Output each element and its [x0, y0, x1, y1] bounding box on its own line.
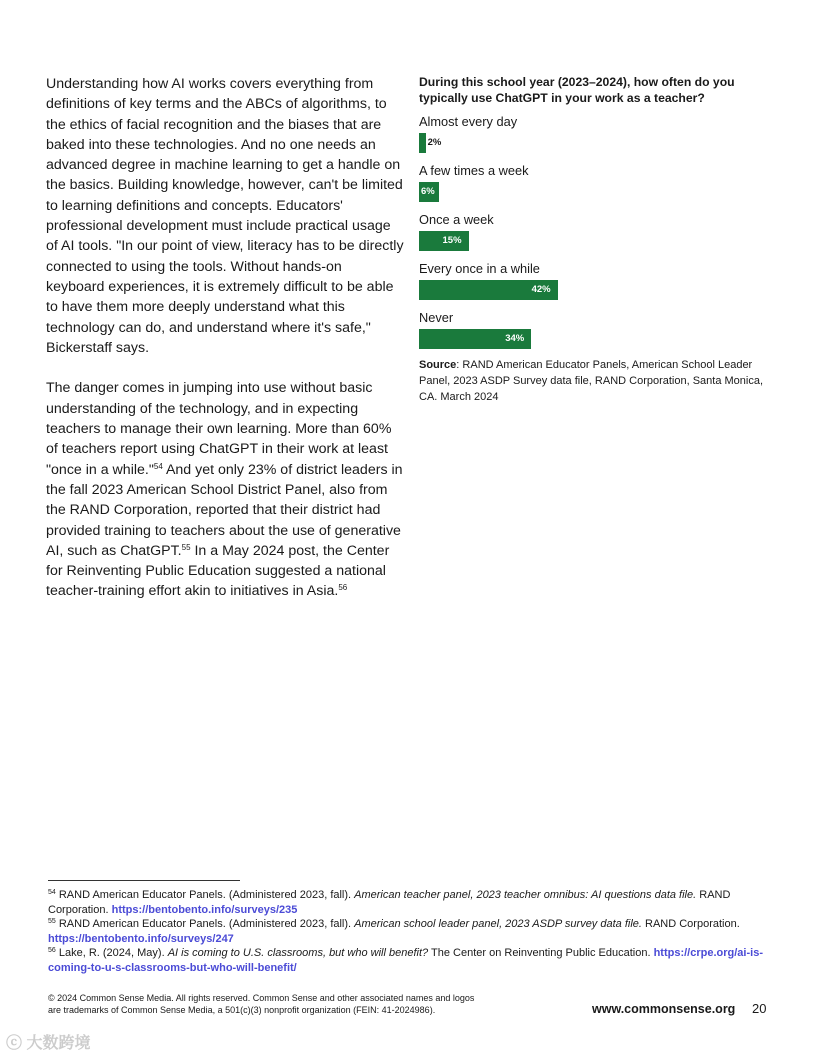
copyright-line-2: are trademarks of Common Sense Media, a 501(c)(3) nonprofit organization (FEIN: 41-2024986). [48, 1005, 436, 1015]
footnote-link[interactable]: https://bentobento.info/surveys/247 [48, 932, 234, 945]
bar-value-label: 15% [442, 235, 462, 246]
bar-row [419, 133, 769, 153]
paragraph-1: Understanding how AI works covers everything from definitions of key terms and the ABCs of algorithms, to the ethics of facial recognition and the biases that are baked into these technologies. And no one needs an advanced degree in machine learning to get a handle on the basics. Building knowledge, however, can't be limited to learning definitions and concepts. Educators' professional development must include practical usage of AI tools. "In our point of view, literacy has to be directly connected to using the tools. Without hands-on keyboard experiences, it is extremely difficult to be able to have them more deeply understand what this technology can do, and understand where it's safe," Bickerstaff says. [46, 76, 404, 356]
usage-bar-chart [419, 74, 769, 405]
copyright-line-1: © 2024 Common Sense Media. All rights reserved. Common Sense and other associated names and logos [48, 993, 475, 1003]
body-text [46, 74, 404, 622]
text: And yet only 23% of district leaders in the fall 2023 American School District Panel, also from the RAND Corporation, reported that their district had provided training to teachers about the use of generative AI, such as ChatGPT. [46, 461, 403, 559]
bar-value-label: 42% [531, 284, 551, 295]
footnote-text: The Center on Reinventing Public Education. [428, 947, 654, 959]
website-link[interactable]: www.commonsense.org [592, 1002, 736, 1016]
footnote-number: 54 [48, 889, 56, 896]
bar-row [419, 280, 769, 300]
footnote-ref-56[interactable]: 56 [338, 583, 348, 593]
footnote-text: RAND American Educator Panels. (Administered 2023, fall). [55, 918, 355, 930]
text: In a May 2024 post, the Center for Reinventing Public Education suggested a national teacher-training effort akin to initiatives in Asia. [46, 542, 390, 600]
page-number: 20 [752, 1001, 767, 1016]
footnote-title: American teacher panel, 2023 teacher omnibus: AI questions data file. [354, 889, 697, 901]
copyright [48, 992, 548, 1016]
footnote-link[interactable]: https://crpe.org/ai-is-coming-to-u-s-classrooms-but-who-will-benefit/ [48, 947, 763, 974]
footnote-text: Lake, R. (2024, May). [55, 947, 168, 959]
paragraph-2 [46, 378, 404, 601]
source-text: : RAND American Educator Panels, American School Leader Panel, 2023 ASDP Survey data file, RAND Corporation, Santa Monica, CA. March 2024 [419, 359, 764, 403]
text: The danger comes in jumping into use without basic understanding of the technology, and in expecting teachers to manage their own learning. More than 60% of teachers report using ChatGPT in their work at least "once in a while." [46, 380, 392, 478]
chart-bars [419, 114, 769, 349]
category-label: Once a week [419, 212, 494, 227]
footnote-text: RAND American Educator Panels. (Administered 2023, fall). [55, 889, 355, 901]
footnote-title: American school leader panel, 2023 ASDP survey data file. [354, 918, 642, 930]
footnote-number: 56 [48, 947, 56, 954]
bar-row [419, 182, 769, 202]
footnote [48, 888, 778, 917]
watermark-logo: ⓒ 大数跨境 [6, 1035, 91, 1052]
category-label: Never [419, 310, 454, 325]
footnotes [48, 888, 778, 975]
footnote-number: 55 [48, 918, 56, 925]
category-label: Almost every day [419, 114, 518, 129]
category-label: Every once in a while [419, 261, 540, 276]
bar-value-label: 6% [421, 186, 435, 197]
bar [419, 133, 426, 153]
category-label: A few times a week [419, 163, 529, 178]
footnote-link[interactable]: https://bentobento.info/surveys/235 [111, 903, 298, 916]
footnote [48, 917, 778, 946]
footnote-text: RAND Corporation. [48, 889, 731, 916]
bar-value-label: 2% [427, 137, 442, 148]
footnote-ref-54[interactable]: 54 [153, 461, 163, 471]
bar-row [419, 329, 769, 349]
footnote-ref-55[interactable]: 55 [181, 542, 191, 552]
bar-value-label: 34% [505, 333, 525, 344]
source-label: Source [419, 359, 457, 371]
footnote [48, 946, 778, 975]
footnote-divider [48, 880, 240, 881]
footnote-text: RAND Corporation. [641, 918, 740, 930]
footnote-title: AI is coming to U.S. classrooms, but who will benefit? [167, 947, 429, 959]
chart-title: During this school year (2023–2024), how often do you typically use ChatGPT in your work as a teacher? [419, 75, 735, 105]
chart-source [419, 357, 769, 405]
bar-row [419, 231, 769, 251]
